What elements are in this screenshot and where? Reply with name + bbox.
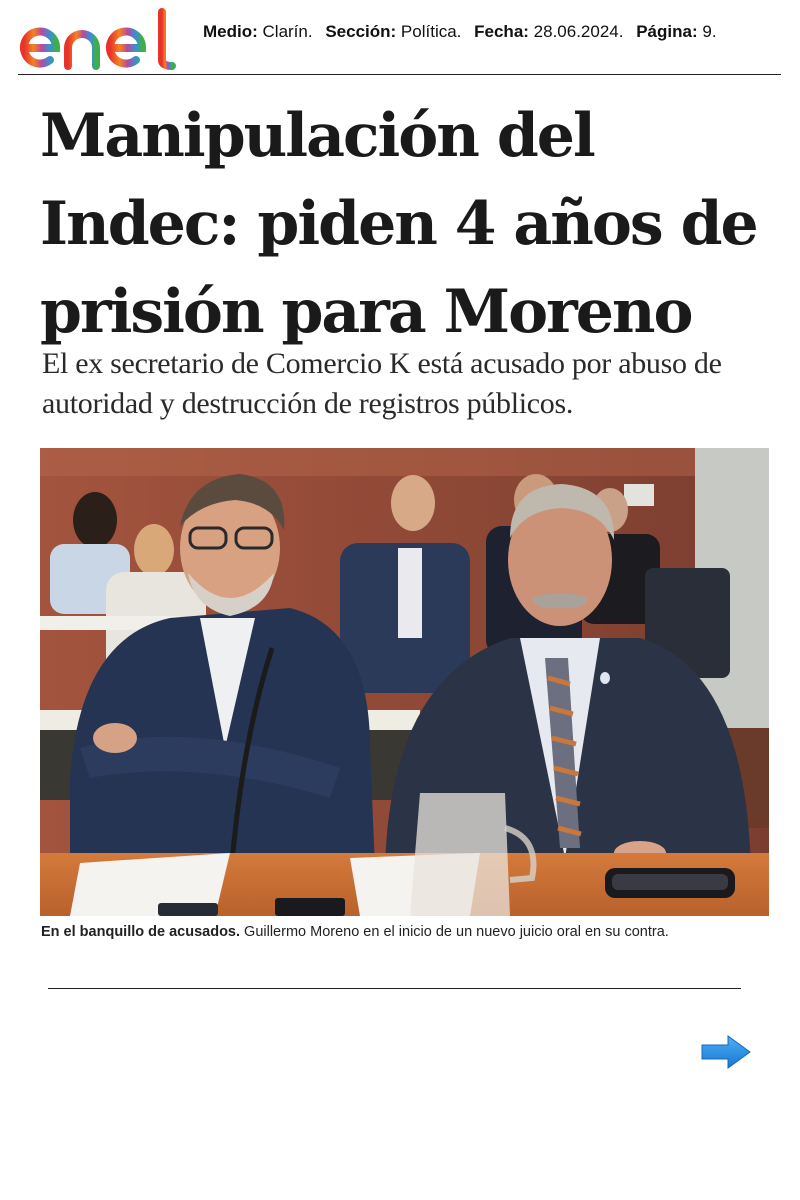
footer-divider: [48, 988, 741, 989]
article-subhead: El ex secretario de Comercio K está acusado por abuso de autoridad y destrucción de registros públicos.: [42, 347, 722, 420]
article-metadata: [203, 22, 717, 42]
photo-caption: [41, 924, 781, 940]
header-divider: [18, 74, 781, 75]
article-headline: Manipulación del Indec: piden 4 años de prisión para Moreno: [40, 101, 757, 347]
article-photo: [40, 448, 769, 916]
seccion-label: Sección:: [325, 22, 397, 41]
enel-logo: [16, 8, 180, 72]
fecha-value: 28.06.2024.: [533, 22, 624, 41]
medio-value: Clarín.: [262, 22, 313, 41]
caption-text: Guillermo Moreno en el inicio de un nuevo juicio oral en su contra.: [240, 924, 669, 940]
caption-lead: En el banquillo de acusados.: [41, 924, 241, 940]
fecha-label: Fecha:: [474, 22, 529, 41]
medio-label: Medio:: [203, 22, 258, 41]
arrow-right-icon[interactable]: [700, 1034, 752, 1070]
pagina-label: Página:: [636, 22, 698, 41]
seccion-value: Política.: [400, 22, 462, 41]
pagina-value: 9.: [702, 22, 717, 41]
